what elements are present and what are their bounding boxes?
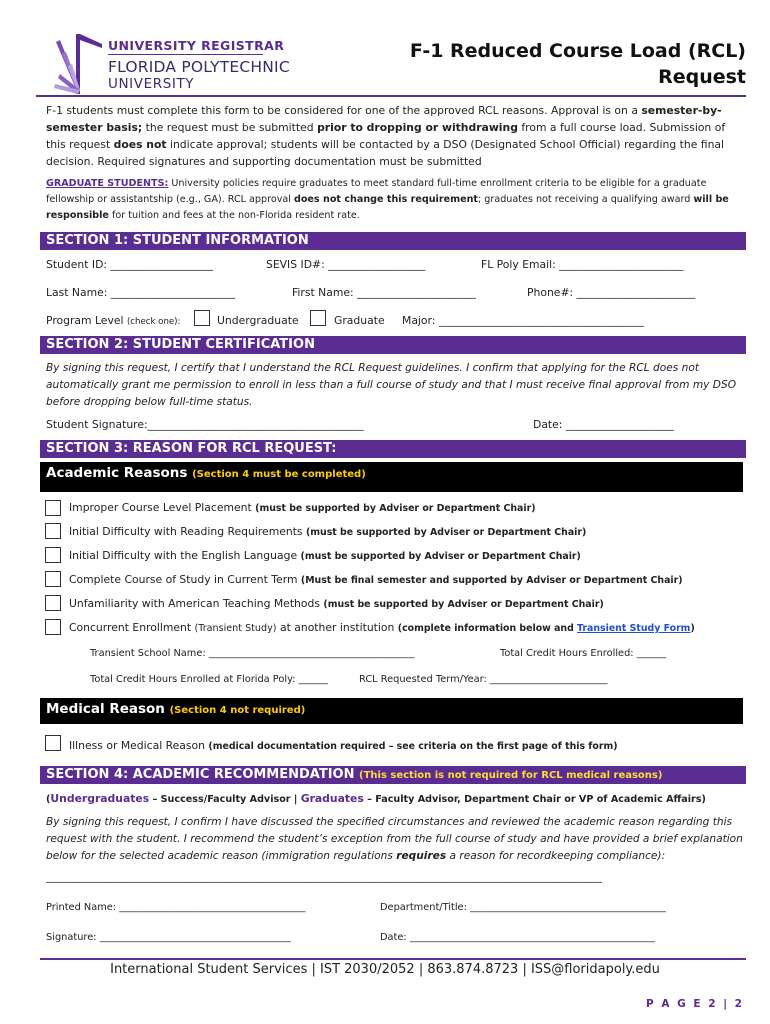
- concurrent-enrollment-checkbox[interactable]: [45, 619, 61, 635]
- student-id-field[interactable]: Student ID: ___________________: [46, 258, 214, 271]
- graduates-desc: – Faculty Advisor, Department Chair or VP of Academic Affairs): [363, 794, 706, 805]
- concurrent-end: ): [690, 623, 695, 634]
- graduate-note-bold-1: does not change this requirement: [293, 194, 479, 205]
- major-field[interactable]: Major: ______________________________________: [402, 314, 644, 327]
- reason-option: [69, 501, 535, 514]
- undergraduate-checkbox[interactable]: [194, 310, 210, 326]
- graduate-note-text-1: University policies require graduates to meet standard full-time enrollment criteria to be eligible for a graduate fellowship or assistantship (e.g., GA). RCL approval: [46, 178, 707, 205]
- advisor-date-field[interactable]: Date: __________________________________________________: [380, 932, 655, 943]
- medical-reason-label: Medical Reason: [46, 701, 165, 717]
- reason-option-text: Improper Course Level Placement: [69, 501, 256, 514]
- email-field[interactable]: FL Poly Email: _______________________: [481, 258, 684, 271]
- program-level-label: [46, 314, 180, 327]
- student-date-field[interactable]: Date: ____________________: [533, 418, 674, 431]
- total-credit-hours-field[interactable]: Total Credit Hours Enrolled: ______: [500, 648, 667, 659]
- university-name-line1: FLORIDA POLYTECHNIC: [108, 58, 290, 76]
- recommendation-text-1: By signing this request, I confirm I have discussed the specified circumstances and reviewed the academic reason regarding this request with the student. I recommend the student’s exception from the full course of study and have provided a brief explanation below for the selected academic reason (immigration regulations: [46, 816, 743, 862]
- undergraduates-desc: – Success/Faculty Advisor |: [149, 794, 301, 805]
- reason-option-text: Initial Difficulty with the English Language: [69, 549, 301, 562]
- undergraduate-label: Undergraduate: [217, 314, 299, 327]
- first-name-field[interactable]: First Name: ______________________: [292, 286, 476, 299]
- graduates-label: Graduates: [300, 792, 364, 805]
- reason-option-text: Initial Difficulty with Reading Requirements: [69, 525, 306, 538]
- requires-bold: requires: [396, 850, 447, 862]
- university-name-line2: UNIVERSITY: [108, 76, 195, 92]
- student-signature-field[interactable]: Student Signature:________________________________________: [46, 418, 364, 431]
- section4-header: [40, 766, 746, 784]
- concurrent-paren: (Transient Study): [194, 623, 277, 634]
- logo-divider: [108, 54, 263, 55]
- phone-field[interactable]: Phone#: ______________________: [527, 286, 696, 299]
- intro-bold-1: semester-by-semester basis;: [46, 104, 722, 134]
- intro-bold-2: prior to dropping or withdrawing: [317, 121, 518, 134]
- graduate-note-text-3: for tuition and fees at the non-Florida resident rate.: [108, 210, 360, 221]
- section1-header: SECTION 1: STUDENT INFORMATION: [40, 232, 746, 250]
- graduate-note-bold-2: will be responsible: [46, 194, 729, 221]
- concurrent-text: Concurrent Enrollment: [69, 621, 195, 634]
- intro-text-3: from a full course load. Submission of this request: [46, 121, 726, 151]
- academic-reasons-note: (Section 4 must be completed): [192, 469, 366, 480]
- section3-header: SECTION 3: REASON FOR RCL REQUEST:: [40, 440, 746, 458]
- recommendation-text-2: a reason for recordkeeping compliance):: [446, 850, 666, 862]
- section4-note: (This section is not required for RCL medical reasons): [359, 770, 663, 781]
- form-title-line1: F-1 Reduced Course Load (RCL): [409, 40, 746, 62]
- transient-school-field[interactable]: Transient School Name: __________________________________________: [90, 648, 415, 659]
- roles-open-paren: (: [46, 794, 51, 805]
- university-logo-icon: [54, 34, 102, 94]
- medical-reason-note: (Section 4 not required): [169, 705, 306, 716]
- footer-divider: [40, 958, 746, 960]
- registrar-label: UNIVERSITY REGISTRAR: [108, 38, 285, 53]
- illness-requirement: (medical documentation required – see criteria on the first page of this form): [208, 741, 618, 752]
- florida-poly-credit-hours-field[interactable]: Total Credit Hours Enrolled at Florida Poly: ______: [90, 674, 328, 685]
- graduate-note-label: GRADUATE STUDENTS:: [46, 178, 169, 189]
- concurrent-text-2: at another institution: [276, 621, 398, 634]
- section4-title: SECTION 4: ACADEMIC RECOMMENDATION: [46, 767, 355, 782]
- certification-text: By signing this request, I certify that I understand the RCL Request guidelines. I confirm that applying for the RCL does not automatically grant me permission to enroll in less than a full course of study and that I must receive final approval from my DSO before dropping below full-time status.: [46, 362, 737, 408]
- graduate-label: Graduate: [334, 314, 385, 327]
- reason-checkbox[interactable]: [45, 571, 61, 587]
- graduate-note: [46, 176, 746, 224]
- reason-checkbox[interactable]: [45, 595, 61, 611]
- intro-text-1: F-1 students must complete this form to be considered for one of the approved RCL reasons. Approval is on a: [46, 104, 642, 117]
- program-level-text: Program Level: [46, 314, 124, 327]
- advisor-signature-field[interactable]: Signature: _______________________________________: [46, 932, 291, 943]
- reason-option-text: Complete Course of Study in Current Term: [69, 573, 301, 586]
- page-number: P A G E 2 | 2: [646, 998, 744, 1010]
- illness-option: [69, 739, 618, 752]
- intro-bold-3: does not: [113, 138, 167, 151]
- academic-reasons-bar: [40, 462, 743, 492]
- illness-checkbox[interactable]: [45, 735, 61, 751]
- form-title-line2: Request: [658, 66, 746, 88]
- reason-checkbox[interactable]: [45, 547, 61, 563]
- reason-checkbox[interactable]: [45, 500, 61, 516]
- undergraduates-label: Undergraduates: [50, 792, 150, 805]
- explanation-line[interactable]: _______________________________________________________________________________________________________: [46, 870, 603, 883]
- transient-study-form-link[interactable]: Transient Study Form: [577, 623, 691, 634]
- printed-name-field[interactable]: Printed Name: ______________________________________: [46, 902, 306, 913]
- medical-reason-bar: [40, 698, 743, 724]
- reason-option-requirement: (must be supported by Adviser or Department Chair): [323, 599, 604, 610]
- header-divider: [36, 95, 746, 97]
- reason-option: [69, 597, 604, 610]
- reason-option-requirement: (must be supported by Adviser or Department Chair): [300, 551, 581, 562]
- graduate-checkbox[interactable]: [310, 310, 326, 326]
- reason-option-text: Unfamiliarity with American Teaching Methods: [69, 597, 324, 610]
- graduate-note-text-2: ; graduates not receiving a qualifying award: [478, 194, 694, 205]
- reason-option-requirement: (must be supported by Adviser or Department Chair): [255, 503, 536, 514]
- academic-reasons-label: Academic Reasons: [46, 465, 188, 481]
- illness-text: Illness or Medical Reason: [69, 739, 209, 752]
- concurrent-requirement: (complete information below and: [397, 623, 578, 634]
- footer-contact: International Student Services | IST 2030/2052 | 863.874.8723 | ISS@floridapoly.edu: [110, 962, 660, 977]
- section2-header: SECTION 2: STUDENT CERTIFICATION: [40, 336, 746, 354]
- reason-option: [69, 525, 586, 538]
- reason-option-requirement: (Must be final semester and supported by Adviser or Department Chair): [300, 575, 683, 586]
- reason-option: [69, 573, 683, 586]
- intro-paragraph: [46, 102, 746, 170]
- department-title-field[interactable]: Department/Title: ________________________________________: [380, 902, 666, 913]
- intro-text-4: indicate approval; students will be contacted by a DSO (Designated School Official) regarding the final decision. Required signatures and supporting documentation must be submitted: [46, 138, 725, 168]
- last-name-field[interactable]: Last Name: _______________________: [46, 286, 236, 299]
- reason-checkbox[interactable]: [45, 523, 61, 539]
- concurrent-enrollment-option: [69, 621, 695, 634]
- recommender-roles: [46, 792, 706, 805]
- reason-option-requirement: (must be supported by Adviser or Department Chair): [305, 527, 587, 538]
- rcl-requested-term-field[interactable]: RCL Requested Term/Year: ________________________: [359, 674, 608, 685]
- check-one-text: (check one):: [126, 317, 181, 327]
- intro-text-2: the request must be submitted: [142, 121, 318, 134]
- sevis-id-field[interactable]: SEVIS ID#: __________________: [266, 258, 426, 271]
- recommendation-text: [46, 814, 746, 865]
- reason-option: [69, 549, 581, 562]
